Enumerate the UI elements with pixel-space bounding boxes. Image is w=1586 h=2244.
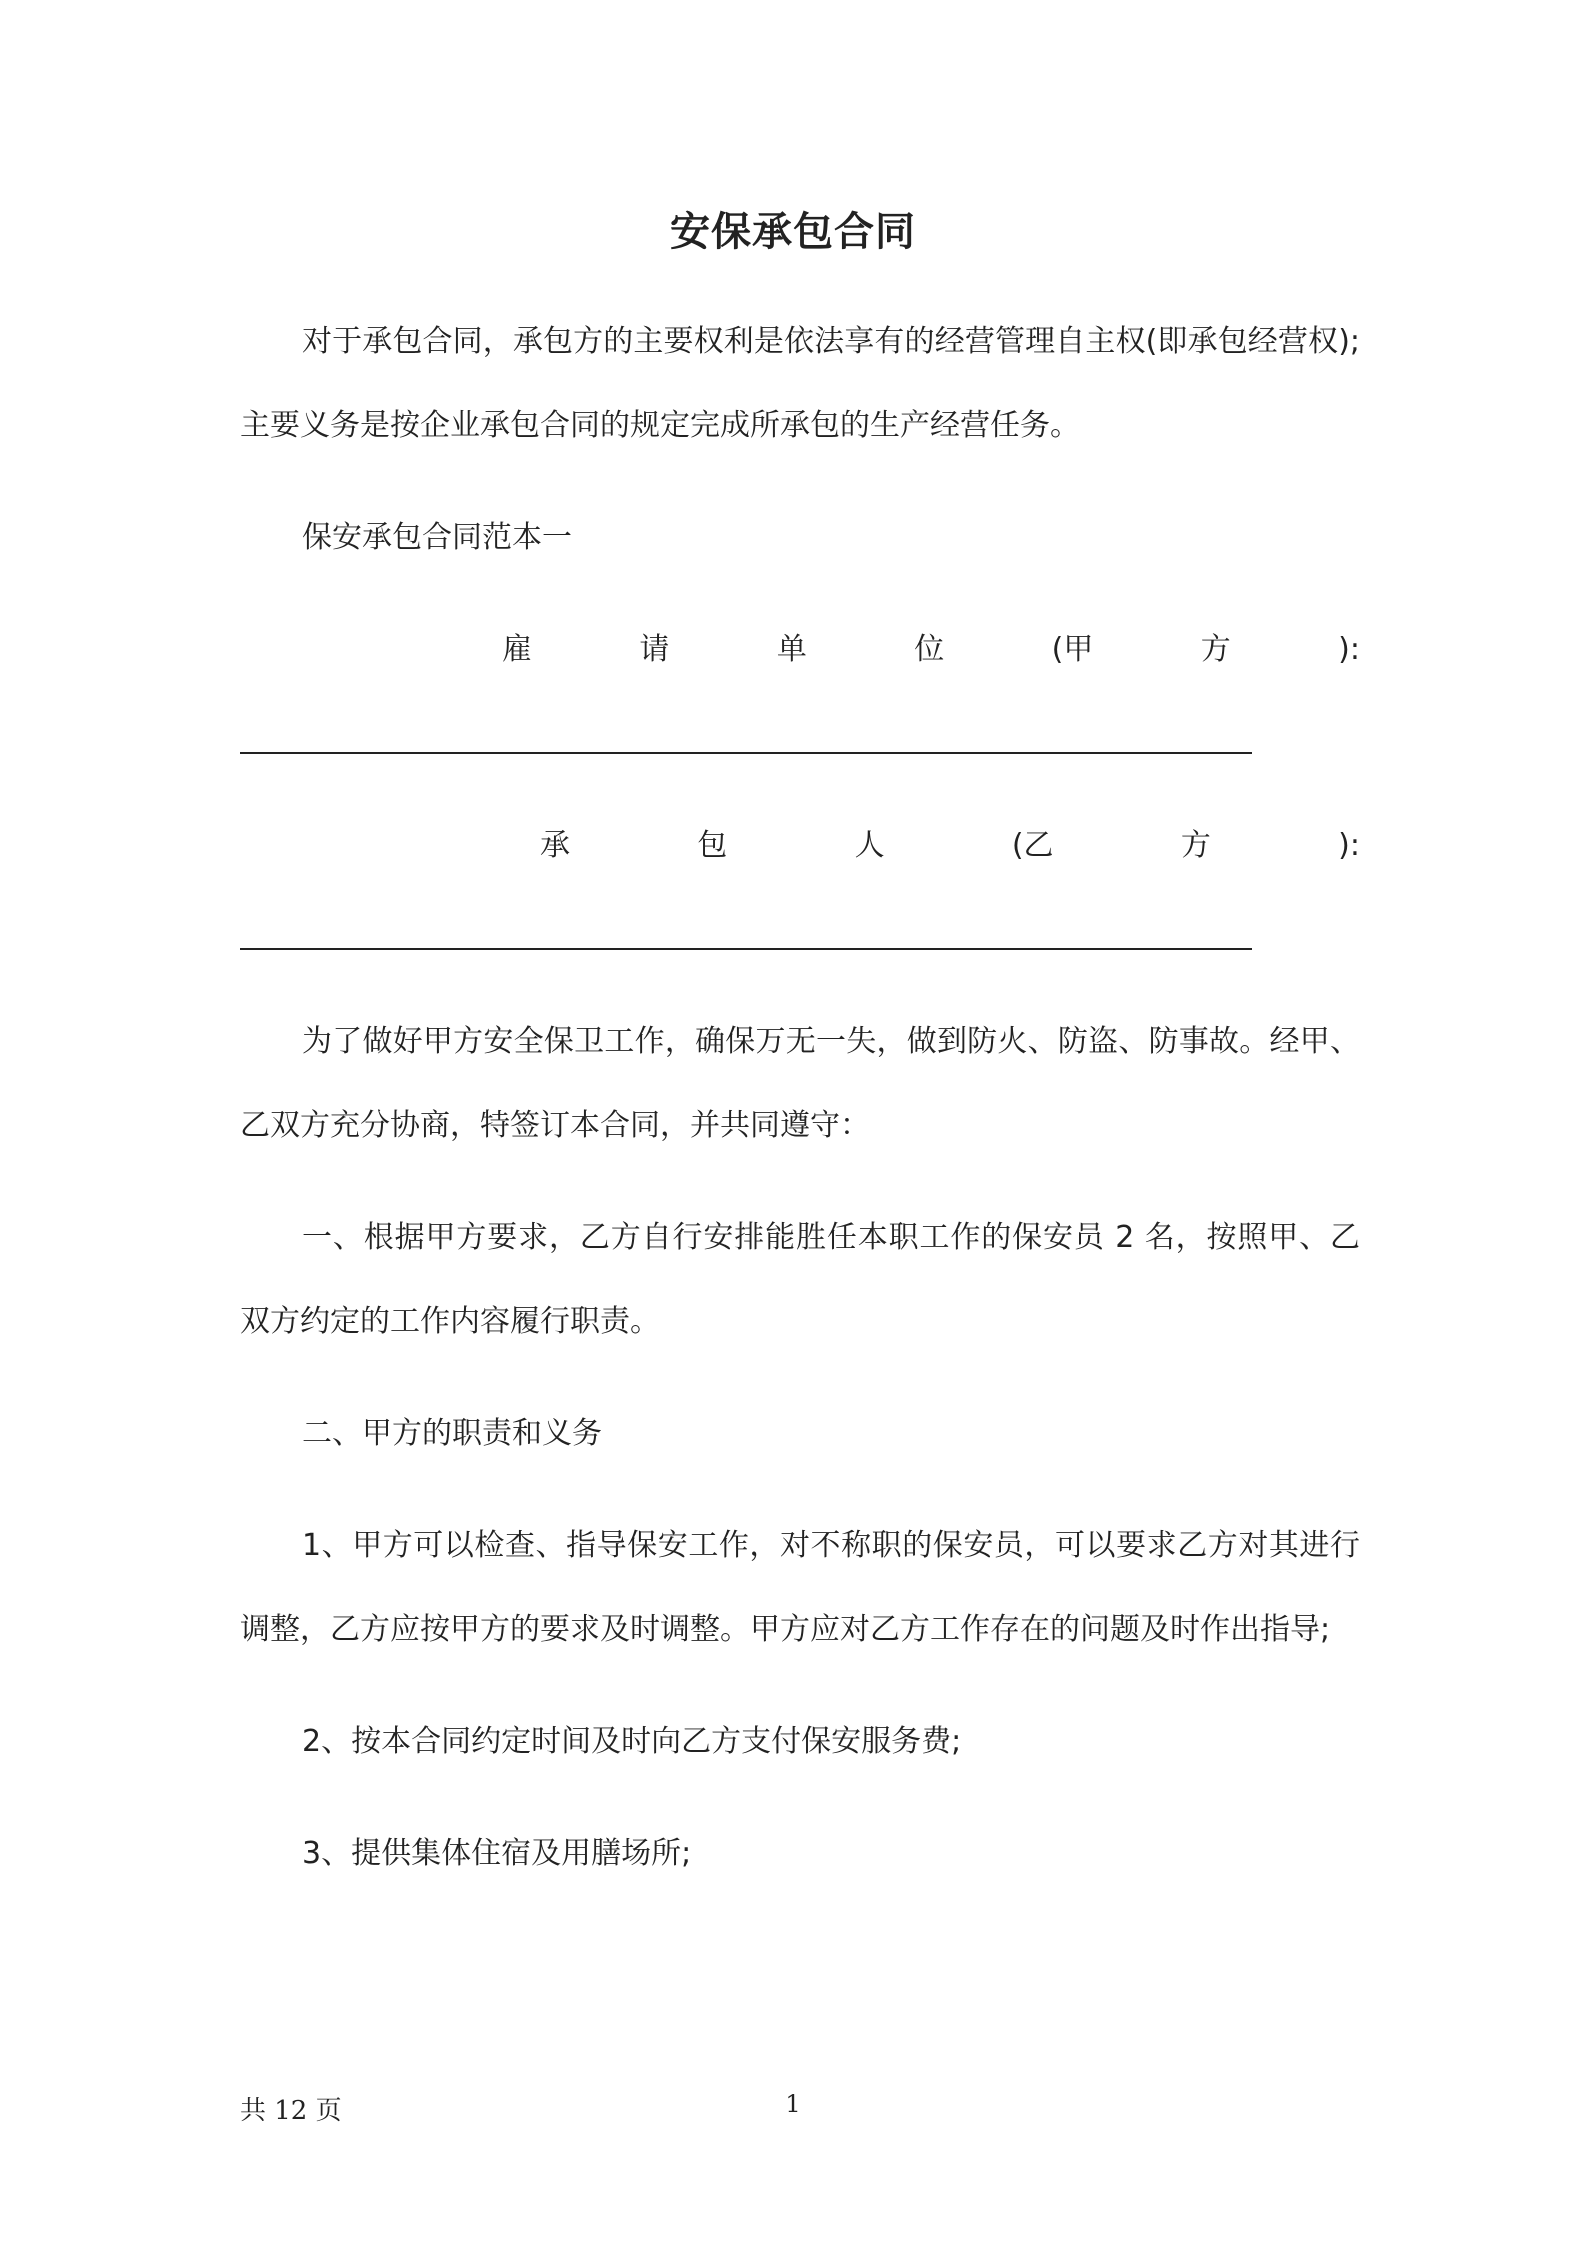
party-b-label <box>240 804 1360 888</box>
document-body <box>240 300 1360 1896</box>
party-b-char: 承 <box>540 828 570 863</box>
party-a-char: (甲 <box>1051 632 1094 667</box>
footer-page-number: 1 <box>785 2090 801 2118</box>
party-a-char: 请 <box>639 632 670 667</box>
party-b-char: 包 <box>697 828 728 863</box>
party-a-char: 单 <box>776 632 807 667</box>
party-a-char: 方 <box>1200 632 1231 667</box>
party-a-char: 雇 <box>502 632 532 667</box>
clause-two-heading: 二、甲方的职责和义务 <box>302 1416 602 1451</box>
sample-heading: 保安承包合同范本一 <box>302 520 572 555</box>
party-b-blank-line <box>240 948 1252 950</box>
party-a-blank-line <box>240 752 1252 754</box>
party-b-blank-row <box>240 888 1360 972</box>
clause-two-item-1: 1、甲方可以检查、指导保安工作，对不称职的保安员，可以要求乙方对其进行调整，乙方应按甲方的要求及时调整。甲方应对乙方工作存在的问题及时作出指导; <box>240 1528 1360 1647</box>
document-title: 安保承包合同 <box>670 209 916 255</box>
clause-two-item-3: 3、提供集体住宿及用膳场所; <box>302 1836 692 1871</box>
party-a-char: 位 <box>914 632 945 667</box>
purpose-paragraph: 为了做好甲方安全保卫工作，确保万无一失，做到防火、防盗、防事故。经甲、乙双方充分协商，特签订本合同，并共同遵守： <box>240 1024 1360 1143</box>
party-a-char: ): <box>1338 632 1360 667</box>
intro-paragraph: 对于承包合同，承包方的主要权利是依法享有的经营管理自主权(即承包经营权);主要义务是按企业承包合同的规定完成所承包的生产经营任务。 <box>240 324 1360 443</box>
party-b-char: 人 <box>854 828 885 863</box>
clause-one-paragraph: 一、根据甲方要求，乙方自行安排能胜任本职工作的保安员 2 名，按照甲、乙双方约定的工作内容履行职责。 <box>240 1220 1360 1339</box>
footer-total-pages: 共 12 页 <box>240 2096 342 2126</box>
party-a-label <box>240 608 1360 692</box>
clause-two-item-2: 2、按本合同约定时间及时向乙方支付保安服务费; <box>302 1724 962 1759</box>
party-b-char: ): <box>1338 828 1360 863</box>
party-a-blank-row <box>240 692 1360 776</box>
party-b-char: 方 <box>1180 828 1211 863</box>
party-b-char: (乙 <box>1011 828 1054 863</box>
